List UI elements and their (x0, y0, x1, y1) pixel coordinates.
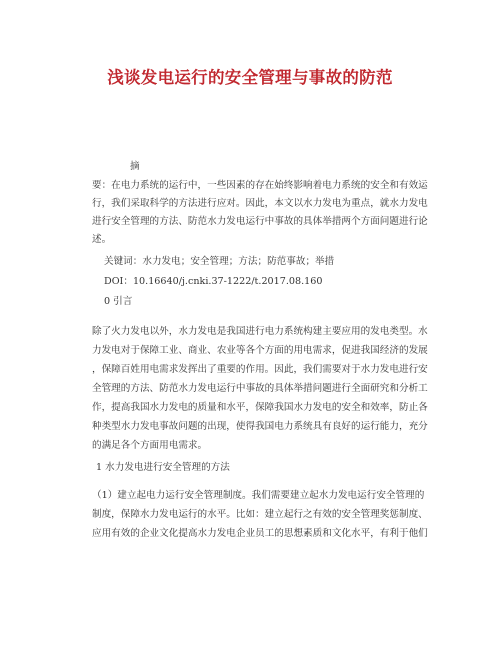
keywords-line: 关键词：水力发电；安全管理；方法；防范事故；举措 (104, 256, 335, 267)
abstract-head: 摘 (130, 161, 140, 172)
intro-line: 种类型水力发电事故问题的出现，使得我国电力系统具有良好的运行能力，充分 (92, 421, 428, 432)
abstract-line: 要：在电力系统的运行中，一些因素的存在始终影响着电力系统的安全和有效运 (92, 180, 428, 191)
section1-line: （1）建立起电力运行安全管理制度。我们需要建立起水力发电运行安全管理的 (92, 490, 425, 501)
intro-line: 作，提高我国水力发电的质量和水平，保障我国水力发电的安全和效率，防止各 (92, 402, 428, 413)
document-title: 浅谈发电运行的安全管理与事故的防范 (107, 68, 393, 87)
section1-line: 制度，保障水力发电运行的水平。比如：建立起行之有效的安全管理奖惩制度、 (92, 509, 428, 520)
intro-line: ，保障百姓用电需求发挥出了重要的作用。因此，我们需要对于水力发电进行安 (92, 364, 428, 375)
intro-line: 的满足各个方面用电需求。 (92, 440, 208, 451)
abstract-line: 述。 (92, 234, 112, 245)
section1-heading: 1 水力发电进行安全管理的方法 (96, 462, 230, 473)
section1-line: 应用有效的企业文化提高水力发电企业员工的思想素质和文化水平，有利于他们 (92, 528, 428, 539)
intro-line: 除了火力发电以外，水力发电是我国进行电力系统构建主要应用的发电类型。水 (92, 326, 428, 337)
intro-heading: 0 引言 (104, 296, 133, 307)
intro-line: 力发电对于保障工业、商业、农业等各个方面的用电需求，促进我国经济的发展 (92, 345, 428, 356)
doi-line: DOI：10.16640/j.cnki.37-1222/t.2017.08.160 (104, 276, 323, 287)
abstract-line: 进行安全管理的方法、防范水力发电运行中事故的具体举措两个方面问题进行论 (92, 216, 428, 227)
intro-line: 全管理的方法、防范水力发电运行中事故的具体举措问题进行全面研究和分析工 (92, 383, 428, 394)
abstract-line: 行，我们采取科学的方法进行应对。因此，本文以水力发电为重点，就水力发电 (92, 198, 428, 209)
